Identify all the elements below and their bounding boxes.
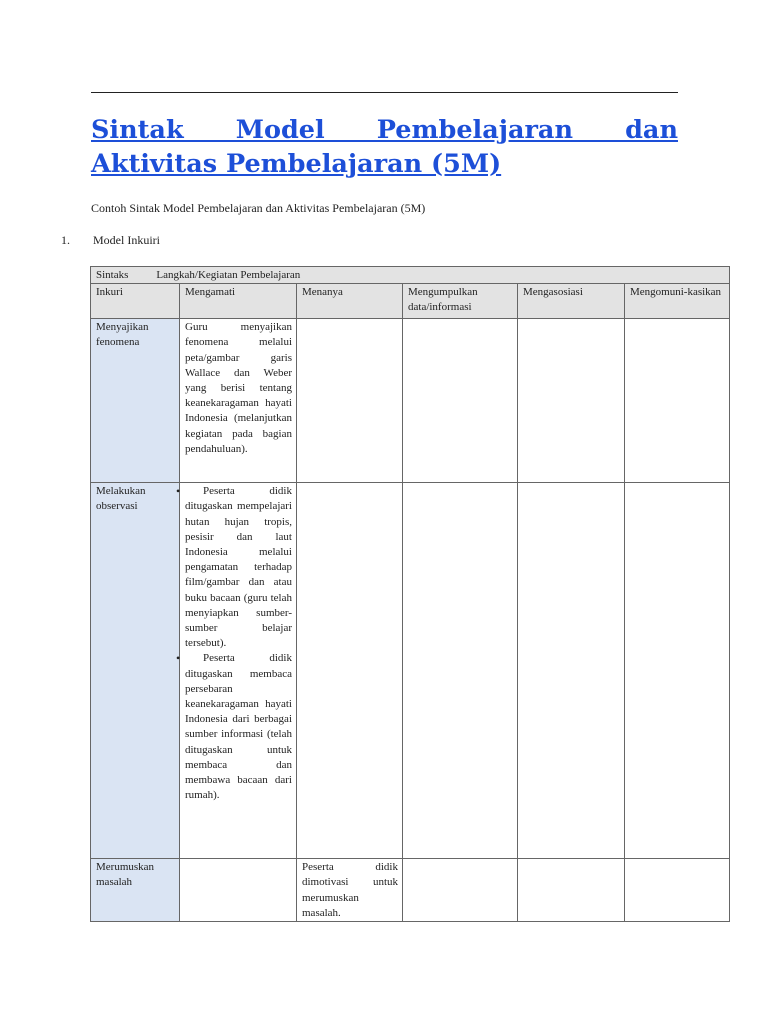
row-label: Merumuskan masalah — [91, 859, 180, 922]
bullet-item — [176, 484, 292, 651]
cell-mengamati — [176, 483, 297, 859]
list-item — [61, 233, 160, 248]
cell-mengumpulkan — [403, 319, 518, 483]
syntax-table — [90, 266, 730, 922]
bullet-text: Peserta didik ditugaskan mempelajari hutan hujan tropis, pesisir dan laut Indonesia melalui pengamatan terhadap film/gambar dan atau buku bacaan (guru telah menyiapkan sumber-sumber belajar tersebut). — [185, 485, 292, 650]
column-header-mengasosiasi: Mengasosiasi — [518, 284, 625, 319]
bullet-text: Peserta didik ditugaskan membaca persebaran keanekaragaman hayati Indonesia dari berbagai sumber informasi (telah ditugaskan untuk membaca dan membawa bacaan dari rumah). — [185, 652, 292, 802]
bullet-icon: • — [176, 484, 181, 499]
document-subtitle: Contoh Sintak Model Pembelajaran dan Aktivitas Pembelajaran (5M) — [91, 201, 426, 215]
table-column-header-row — [91, 284, 730, 319]
bullet-list — [176, 484, 292, 803]
cell-mengasosiasi — [518, 319, 625, 483]
cell-mengumpulkan — [403, 483, 518, 859]
cell-menanya: Peserta didik dimotivasi untuk merumuskan masalah. — [297, 859, 403, 922]
header-rule — [91, 92, 678, 93]
cell-mengamati — [180, 859, 297, 922]
bullet-icon: • — [176, 651, 181, 666]
list-item-text: Model Inkuiri — [93, 233, 160, 247]
corner-label-1: Sintaks — [96, 269, 129, 281]
cell-mengomunikasikan — [625, 483, 730, 859]
list-item-number: 1. — [61, 233, 70, 247]
corner-cell — [91, 284, 180, 319]
column-header-menanya: Menanya — [297, 284, 403, 319]
table-group-header-cell — [91, 267, 730, 284]
table-row — [91, 483, 730, 859]
column-header-mengomunikasikan: Mengomuni-kasikan — [625, 284, 730, 319]
table-row — [91, 859, 730, 922]
cell-mengomunikasikan — [625, 319, 730, 483]
row-label: Melakukan observasi — [91, 483, 180, 859]
document-title[interactable]: Sintak Model Pembelajaran dan Aktivitas Pembelajaran (5M) — [91, 115, 678, 179]
cell-menanya — [297, 319, 403, 483]
cell-mengomunikasikan — [625, 859, 730, 922]
bullet-item — [176, 651, 292, 803]
column-header-mengumpulkan: Mengumpulkan data/informasi — [403, 284, 518, 319]
cell-mengasosiasi — [518, 859, 625, 922]
table-group-header-row — [91, 267, 730, 284]
corner-label-2: Inkuri — [96, 286, 123, 299]
table-row — [91, 319, 730, 483]
cell-mengamati: Guru menyajikan fenomena melalui peta/gambar garis Wallace dan Weber yang berisi tentang keanekaragaman hayati Indonesia (melanjutkan kegiatan pada bagian pendahuluan). — [180, 319, 297, 483]
group-header: Langkah/Kegiatan Pembelajaran — [156, 269, 301, 281]
cell-menanya — [297, 483, 403, 859]
row-label: Menyajikan fenomena — [91, 319, 180, 483]
cell-mengumpulkan — [403, 859, 518, 922]
column-header-mengamati: Mengamati — [180, 284, 297, 319]
cell-mengasosiasi — [518, 483, 625, 859]
